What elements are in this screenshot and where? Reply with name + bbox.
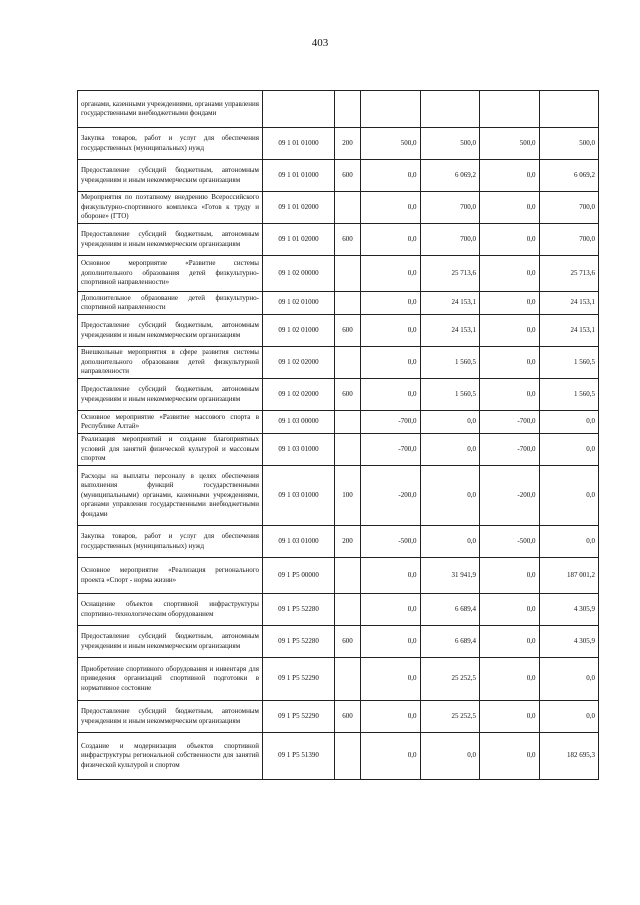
row-name-cell: Предоставление субсидий бюджетным, автономным учреждениям и иным некоммерческим организациям [78, 379, 263, 411]
table-row [78, 701, 599, 733]
row-value-3-cell [480, 91, 540, 128]
row-code-cell: 09 1 P5 00000 [263, 558, 335, 594]
table-row [78, 91, 599, 128]
row-value-4-cell: 0,0 [539, 701, 599, 733]
row-value-4-cell: 25 713,6 [539, 256, 599, 292]
row-expense-type-cell [335, 91, 361, 128]
row-expense-type-cell [335, 733, 361, 780]
table-row [78, 594, 599, 626]
row-value-2-cell: 24 153,1 [420, 292, 480, 315]
row-value-3-cell: 0,0 [480, 594, 540, 626]
page-number: 403 [311, 37, 329, 49]
row-value-1-cell: 0,0 [361, 379, 421, 411]
row-name-cell: органами, казенными учреждениями, органами управления государственными внебюджетными фондами [78, 91, 263, 128]
row-value-3-cell: -500,0 [480, 526, 540, 558]
row-value-4-cell: 1 560,5 [539, 379, 599, 411]
row-value-1-cell: 0,0 [361, 292, 421, 315]
row-value-4-cell: 4 305,9 [539, 594, 599, 626]
budget-table [77, 90, 599, 780]
budget-table-body [78, 91, 599, 780]
row-value-1-cell: 500,0 [361, 128, 421, 160]
row-value-3-cell: 0,0 [480, 658, 540, 701]
row-name-cell: Основное мероприятие «Развитие массового спорта в Республике Алтай» [78, 411, 263, 434]
table-row [78, 466, 599, 526]
row-value-3-cell: 0,0 [480, 347, 540, 379]
row-code-cell: 09 1 03 01000 [263, 434, 335, 466]
row-value-1-cell: -700,0 [361, 434, 421, 466]
row-name-cell: Предоставление субсидий бюджетным, автономным учреждениям и иным некоммерческим организациям [78, 315, 263, 347]
table-row [78, 192, 599, 224]
row-value-3-cell: 0,0 [480, 224, 540, 256]
table-row [78, 379, 599, 411]
row-code-cell: 09 1 01 02000 [263, 192, 335, 224]
row-name-cell: Реализация мероприятий и создание благоприятных условий для занятий физической культурой и массовым спортом [78, 434, 263, 466]
row-value-3-cell: 0,0 [480, 315, 540, 347]
row-value-2-cell: 500,0 [420, 128, 480, 160]
row-value-2-cell: 24 153,1 [420, 315, 480, 347]
row-value-1-cell: 0,0 [361, 558, 421, 594]
row-code-cell: 09 1 P5 51390 [263, 733, 335, 780]
row-expense-type-cell [335, 411, 361, 434]
row-value-4-cell: 6 069,2 [539, 160, 599, 192]
row-value-2-cell: 6 689,4 [420, 594, 480, 626]
row-value-1-cell: 0,0 [361, 224, 421, 256]
table-row [78, 347, 599, 379]
row-value-3-cell: 0,0 [480, 558, 540, 594]
row-code-cell: 09 1 03 01000 [263, 526, 335, 558]
row-value-4-cell: 0,0 [539, 526, 599, 558]
row-code-cell: 09 1 P5 52290 [263, 701, 335, 733]
row-value-4-cell: 0,0 [539, 658, 599, 701]
row-code-cell [263, 91, 335, 128]
table-row [78, 558, 599, 594]
row-value-1-cell: 0,0 [361, 658, 421, 701]
row-name-cell: Основное мероприятие «Развитие системы дополнительного образования детей физкультурно-спортивной направленности» [78, 256, 263, 292]
row-code-cell: 09 1 02 02000 [263, 347, 335, 379]
table-row [78, 626, 599, 658]
row-expense-type-cell [335, 347, 361, 379]
table-row [78, 224, 599, 256]
row-value-3-cell: 0,0 [480, 701, 540, 733]
row-value-3-cell: 0,0 [480, 160, 540, 192]
row-expense-type-cell: 600 [335, 224, 361, 256]
row-code-cell: 09 1 01 01000 [263, 160, 335, 192]
row-expense-type-cell: 600 [335, 626, 361, 658]
row-value-4-cell: 187 001,2 [539, 558, 599, 594]
row-value-3-cell: -200,0 [480, 466, 540, 526]
row-code-cell: 09 1 03 01000 [263, 466, 335, 526]
row-value-2-cell: 0,0 [420, 733, 480, 780]
row-code-cell: 09 1 02 02000 [263, 379, 335, 411]
row-name-cell: Предоставление субсидий бюджетным, автономным учреждениям и иным некоммерческим организациям [78, 160, 263, 192]
row-value-1-cell: 0,0 [361, 160, 421, 192]
table-row [78, 411, 599, 434]
row-expense-type-cell [335, 658, 361, 701]
row-name-cell: Создание и модернизация объектов спортивной инфраструктуры региональной собственности для занятий физической культурой и спортом [78, 733, 263, 780]
table-row [78, 128, 599, 160]
row-value-4-cell: 24 153,1 [539, 315, 599, 347]
row-value-3-cell: 0,0 [480, 626, 540, 658]
row-code-cell: 09 1 03 00000 [263, 411, 335, 434]
row-expense-type-cell: 600 [335, 315, 361, 347]
row-value-2-cell: 6 689,4 [420, 626, 480, 658]
row-code-cell: 09 1 01 01000 [263, 128, 335, 160]
table-row [78, 256, 599, 292]
row-value-1-cell: -500,0 [361, 526, 421, 558]
row-value-2-cell: 0,0 [420, 526, 480, 558]
row-value-4-cell: 24 153,1 [539, 292, 599, 315]
row-value-3-cell: -700,0 [480, 434, 540, 466]
row-name-cell: Закупка товаров, работ и услуг для обеспечения государственных (муниципальных) нужд [78, 526, 263, 558]
row-value-2-cell: 25 252,5 [420, 701, 480, 733]
row-value-4-cell [539, 91, 599, 128]
row-value-1-cell: 0,0 [361, 192, 421, 224]
row-value-4-cell: 700,0 [539, 192, 599, 224]
row-name-cell: Основное мероприятие «Реализация регионального проекта «Спорт - норма жизни» [78, 558, 263, 594]
row-value-2-cell: 700,0 [420, 224, 480, 256]
table-row [78, 434, 599, 466]
row-expense-type-cell [335, 256, 361, 292]
row-value-2-cell: 0,0 [420, 434, 480, 466]
row-value-4-cell: 1 560,5 [539, 347, 599, 379]
row-name-cell: Предоставление субсидий бюджетным, автономным учреждениям и иным некоммерческим организациям [78, 626, 263, 658]
row-expense-type-cell [335, 434, 361, 466]
row-value-3-cell: -700,0 [480, 411, 540, 434]
row-code-cell: 09 1 P5 52280 [263, 626, 335, 658]
row-name-cell: Оснащение объектов спортивной инфраструктуры спортивно-технологическим оборудованием [78, 594, 263, 626]
row-code-cell: 09 1 P5 52280 [263, 594, 335, 626]
row-expense-type-cell [335, 192, 361, 224]
row-value-1-cell: 0,0 [361, 315, 421, 347]
row-expense-type-cell: 600 [335, 379, 361, 411]
row-name-cell: Дополнительное образование детей физкультурно-спортивной направленности [78, 292, 263, 315]
row-expense-type-cell [335, 558, 361, 594]
row-name-cell: Предоставление субсидий бюджетным, автономным учреждениям и иным некоммерческим организациям [78, 701, 263, 733]
row-value-1-cell: 0,0 [361, 256, 421, 292]
table-row [78, 292, 599, 315]
row-value-1-cell: -700,0 [361, 411, 421, 434]
row-value-1-cell: 0,0 [361, 733, 421, 780]
row-name-cell: Приобретение спортивного оборудования и инвентаря для приведения организаций спортивной подготовки в нормативное состояние [78, 658, 263, 701]
row-value-1-cell: 0,0 [361, 701, 421, 733]
row-expense-type-cell: 100 [335, 466, 361, 526]
row-value-2-cell: 1 560,5 [420, 379, 480, 411]
row-value-4-cell: 182 695,3 [539, 733, 599, 780]
row-value-2-cell: 25 252,5 [420, 658, 480, 701]
row-value-4-cell: 500,0 [539, 128, 599, 160]
table-row [78, 658, 599, 701]
table-row [78, 160, 599, 192]
row-expense-type-cell [335, 292, 361, 315]
row-code-cell: 09 1 02 00000 [263, 256, 335, 292]
row-value-1-cell: 0,0 [361, 347, 421, 379]
row-code-cell: 09 1 P5 52290 [263, 658, 335, 701]
row-value-3-cell: 0,0 [480, 256, 540, 292]
row-code-cell: 09 1 01 02000 [263, 224, 335, 256]
row-value-3-cell: 0,0 [480, 192, 540, 224]
row-value-1-cell [361, 91, 421, 128]
row-expense-type-cell: 600 [335, 160, 361, 192]
table-row [78, 526, 599, 558]
row-value-2-cell: 700,0 [420, 192, 480, 224]
row-value-2-cell: 0,0 [420, 411, 480, 434]
row-value-4-cell: 0,0 [539, 411, 599, 434]
row-value-1-cell: -200,0 [361, 466, 421, 526]
row-expense-type-cell: 600 [335, 701, 361, 733]
row-value-4-cell: 0,0 [539, 434, 599, 466]
row-value-2-cell: 25 713,6 [420, 256, 480, 292]
row-value-1-cell: 0,0 [361, 594, 421, 626]
row-value-4-cell: 700,0 [539, 224, 599, 256]
row-value-3-cell: 0,0 [480, 733, 540, 780]
row-code-cell: 09 1 02 01000 [263, 292, 335, 315]
row-expense-type-cell: 200 [335, 128, 361, 160]
row-name-cell: Расходы на выплаты персоналу в целях обеспечения выполнения функций государственными (муниципальными) органами, казенными учреждениями, органами управления государственными внебюджетными фондами [78, 466, 263, 526]
row-name-cell: Мероприятия по поэтапному внедрению Всероссийского физкультурно-спортивного комплекса «Готов к труду и обороне» (ГТО) [78, 192, 263, 224]
row-value-1-cell: 0,0 [361, 626, 421, 658]
table-row [78, 315, 599, 347]
row-value-4-cell: 4 305,9 [539, 626, 599, 658]
row-expense-type-cell [335, 594, 361, 626]
row-value-2-cell: 31 941,9 [420, 558, 480, 594]
row-value-2-cell: 1 560,5 [420, 347, 480, 379]
row-value-3-cell: 0,0 [480, 292, 540, 315]
row-value-2-cell [420, 91, 480, 128]
row-value-2-cell: 0,0 [420, 466, 480, 526]
table-row [78, 733, 599, 780]
row-code-cell: 09 1 02 01000 [263, 315, 335, 347]
row-value-4-cell: 0,0 [539, 466, 599, 526]
row-name-cell: Внешкольные мероприятия в сфере развития системы дополнительного образования детей физкультурной направленности [78, 347, 263, 379]
row-expense-type-cell: 200 [335, 526, 361, 558]
row-value-3-cell: 0,0 [480, 379, 540, 411]
row-value-3-cell: 500,0 [480, 128, 540, 160]
row-value-2-cell: 6 069,2 [420, 160, 480, 192]
row-name-cell: Предоставление субсидий бюджетным, автономным учреждениям и иным некоммерческим организациям [78, 224, 263, 256]
row-name-cell: Закупка товаров, работ и услуг для обеспечения государственных (муниципальных) нужд [78, 128, 263, 160]
